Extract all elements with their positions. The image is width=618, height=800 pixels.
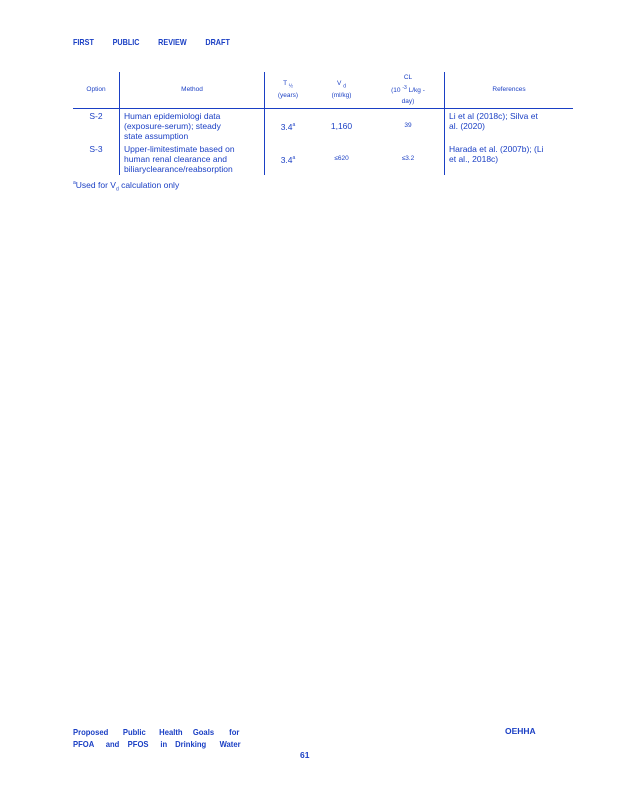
footer-word: Public	[122, 727, 146, 737]
header-half-life: T $_{\frac{1}{2}}$ (years)	[265, 72, 312, 109]
footer-word: Proposed	[73, 727, 109, 737]
header-clearance: CL (10 $^{-3}$ L/kg - day)	[372, 72, 445, 109]
footer-word: Goals	[192, 727, 215, 737]
method-cell: Upper-limitestimate based on human renal clearance and biliaryclearance/reabsorption	[120, 142, 265, 175]
draft-header	[73, 37, 249, 47]
footer-word: PFOS	[127, 739, 149, 749]
header-word: FIRST	[73, 37, 94, 47]
footer-word: in	[160, 739, 168, 749]
table-row	[73, 109, 573, 143]
header-word: DRAFT	[205, 37, 230, 47]
references-cell: Li et al (2018c); Silva et al. (2020)	[445, 109, 574, 143]
references-cell: Harada et al. (2007b); (Li et al., 2018c)	[445, 142, 574, 175]
footer-document-title	[73, 726, 241, 750]
footer-word: Drinking	[175, 739, 207, 749]
vd-cell: ≤620	[334, 155, 349, 162]
vd-cell: 1,160	[330, 121, 353, 131]
header-volume-distribution: V $_d$ (ml/kg)	[311, 72, 372, 109]
pk-parameters-table	[73, 72, 573, 175]
page-number: 61	[300, 750, 310, 760]
table-footnote: $^a$Used for $V_d$ calculation only	[73, 180, 180, 193]
cl-cell: 39	[404, 122, 412, 129]
footer-word: for	[229, 727, 240, 737]
footer-word: Water	[219, 739, 241, 749]
header-option: Option	[73, 72, 120, 109]
footer-word: PFOA	[73, 739, 95, 749]
half-life-cell: 3.4$^a$	[265, 142, 312, 175]
method-cell: Human epidemiologi data (exposure-serum); steady state assumption	[120, 109, 265, 143]
header-word: REVIEW	[158, 37, 187, 47]
table-row	[73, 142, 573, 175]
option-cell: S-2	[89, 111, 103, 121]
cl-cell: ≤3.2	[401, 155, 415, 162]
footer-agency: OEHHA	[505, 726, 536, 736]
table-header-row	[73, 72, 573, 109]
header-word: PUBLIC	[112, 37, 140, 47]
header-references: References	[445, 72, 574, 109]
footer-word: Health	[159, 727, 183, 737]
option-cell: S-3	[89, 144, 103, 154]
half-life-cell: 3.4$^a$	[265, 109, 312, 143]
footer-word: and	[105, 739, 120, 749]
header-method: Method	[120, 72, 265, 109]
